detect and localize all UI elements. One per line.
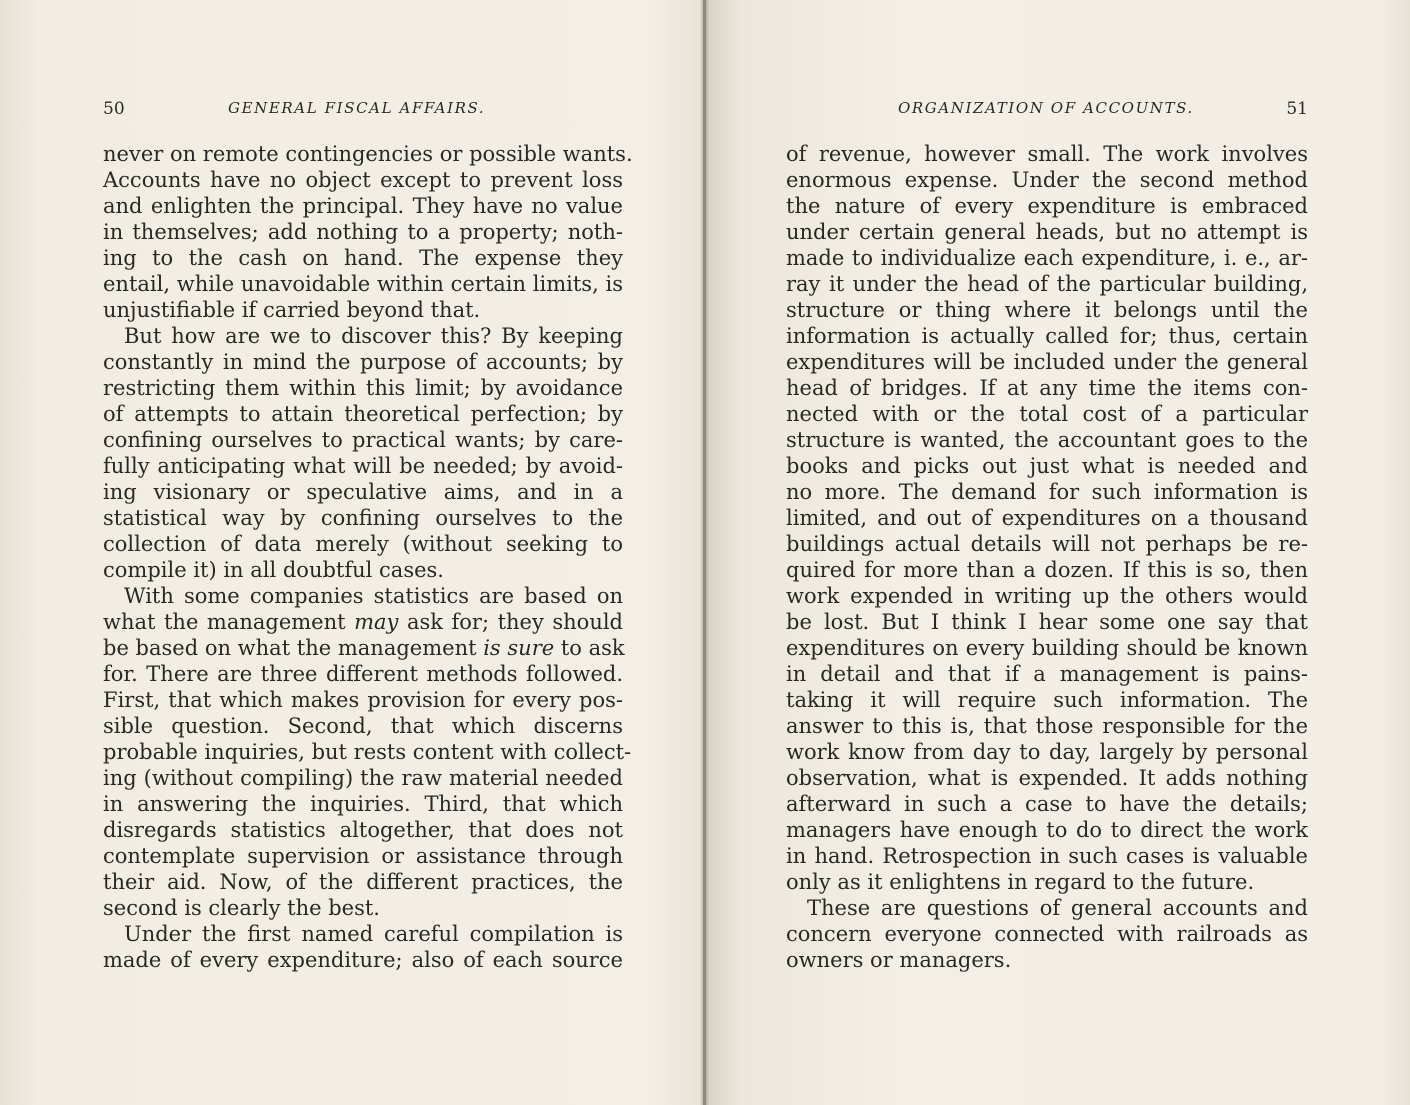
text-line: in detail and that if a management is pains- bbox=[786, 662, 1308, 686]
text-line: structure or thing where it belongs until the bbox=[786, 298, 1308, 322]
text-line: never on remote contingencies or possible wants. bbox=[103, 142, 633, 166]
text-line: collection of data merely (without seeking to bbox=[103, 532, 623, 556]
left-running-head bbox=[103, 99, 623, 123]
text-line: concern everyone connected with railroads as bbox=[786, 922, 1308, 946]
text-line: work expended in writing up the others would bbox=[786, 584, 1308, 608]
text-line: confining ourselves to practical wants; by care- bbox=[103, 428, 623, 452]
text-line: made to individualize each expenditure, i. e., ar- bbox=[786, 246, 1308, 270]
text-line: nected with or the total cost of a particular bbox=[786, 402, 1308, 426]
text-line: constantly in mind the purpose of accounts; by bbox=[103, 350, 623, 374]
text-line: sible question. Second, that which discerns bbox=[103, 714, 623, 738]
text-line: ray it under the head of the particular building, bbox=[786, 272, 1308, 296]
text-line: expenditures on every building should be known bbox=[786, 636, 1308, 660]
text-line: With some companies statistics are based on bbox=[124, 584, 623, 608]
text-line: buildings actual details will not perhaps be re- bbox=[786, 532, 1308, 556]
text-line: what the management may ask for; they should bbox=[103, 610, 624, 634]
text-line: books and picks out just what is needed and bbox=[786, 454, 1308, 478]
text-line: the nature of every expenditure is embraced bbox=[786, 194, 1308, 218]
text-line: answer to this is, that those responsible for the bbox=[786, 714, 1308, 738]
text-line: information is actually called for; thus, certain bbox=[786, 324, 1308, 348]
text-line: compile it) in all doubtful cases. bbox=[103, 558, 444, 582]
text-line: ing (without compiling) the raw material needed bbox=[103, 766, 623, 790]
italic-is-sure: is sure bbox=[483, 636, 555, 660]
text-line: structure is wanted, the accountant goes to the bbox=[786, 428, 1308, 452]
text-line: be based on what the management is sure to ask bbox=[103, 636, 625, 660]
text-line: probable inquiries, but rests content with collect- bbox=[103, 740, 632, 764]
text-line: in hand. Retrospection in such cases is valuable bbox=[786, 844, 1308, 868]
left-body-text bbox=[103, 141, 633, 973]
text-line: Under the first named careful compilation is bbox=[124, 922, 623, 946]
text-line: Accounts have no object except to prevent loss bbox=[103, 168, 623, 192]
text-line: limited, and out of expenditures on a thousand bbox=[786, 506, 1308, 530]
text-line: of attempts to attain theoretical perfection; by bbox=[103, 402, 623, 426]
text-line: restricting them within this limit; by avoidance bbox=[103, 376, 623, 400]
text-line: under certain general heads, but no attempt is bbox=[786, 220, 1308, 244]
text-line: statistical way by confining ourselves to the bbox=[103, 506, 623, 530]
text-line: head of bridges. If at any time the items con- bbox=[786, 376, 1308, 400]
text-line: only as it enlightens in regard to the future. bbox=[786, 870, 1255, 894]
text-line: for. There are three different methods followed. bbox=[103, 662, 623, 686]
book-gutter bbox=[703, 0, 706, 1105]
text-line: their aid. Now, of the different practices, the bbox=[103, 870, 623, 894]
right-body-text bbox=[786, 141, 1308, 973]
text-line: work know from day to day, largely by personal bbox=[786, 740, 1308, 764]
text-line: managers have enough to do to direct the work bbox=[786, 818, 1308, 842]
text-line: and enlighten the principal. They have no value bbox=[103, 194, 623, 218]
text-line: in answering the inquiries. Third, that which bbox=[103, 792, 623, 816]
text-line: be lost. But I think I hear some one say that bbox=[786, 610, 1308, 634]
right-page-number: 51 bbox=[1286, 99, 1308, 119]
text-line: But how are we to discover this? By keeping bbox=[124, 324, 623, 348]
text-line: disregards statistics altogether, that does not bbox=[103, 818, 623, 842]
text-line: contemplate supervision or assistance through bbox=[103, 844, 623, 868]
text-line: entail, while unavoidable within certain limits, is bbox=[103, 272, 623, 296]
text-line: no more. The demand for such information is bbox=[786, 480, 1308, 504]
left-page-number: 50 bbox=[103, 99, 125, 119]
text-line: afterward in such a case to have the details; bbox=[786, 792, 1308, 816]
text-line: First, that which makes provision for every pos- bbox=[103, 688, 623, 712]
text-line: expenditures will be included under the general bbox=[786, 350, 1308, 374]
text-line: fully anticipating what will be needed; by avoid- bbox=[103, 454, 623, 478]
text-line: enormous expense. Under the second method bbox=[786, 168, 1308, 192]
text-line: second is clearly the best. bbox=[103, 896, 380, 920]
text-line: quired for more than a dozen. If this is so, then bbox=[786, 558, 1308, 582]
text-line: These are questions of general accounts and bbox=[807, 896, 1308, 920]
text-line: made of every expenditure; also of each source bbox=[103, 948, 623, 972]
left-running-title: GENERAL FISCAL AFFAIRS. bbox=[228, 99, 486, 117]
text-line: observation, what is expended. It adds nothing bbox=[786, 766, 1308, 790]
text-line: ing visionary or speculative aims, and in a bbox=[103, 480, 623, 504]
text-line: in themselves; add nothing to a property; noth- bbox=[103, 220, 623, 244]
text-line: ing to the cash on hand. The expense they bbox=[103, 246, 623, 270]
text-line: owners or managers. bbox=[786, 948, 1012, 972]
text-line: of revenue, however small. The work involves bbox=[786, 142, 1308, 166]
right-running-title: ORGANIZATION OF ACCOUNTS. bbox=[898, 99, 1194, 117]
text-line: unjustifiable if carried beyond that. bbox=[103, 298, 481, 322]
right-running-head bbox=[786, 99, 1308, 123]
text-line: taking it will require such information. The bbox=[786, 688, 1308, 712]
italic-may: may bbox=[354, 610, 399, 634]
